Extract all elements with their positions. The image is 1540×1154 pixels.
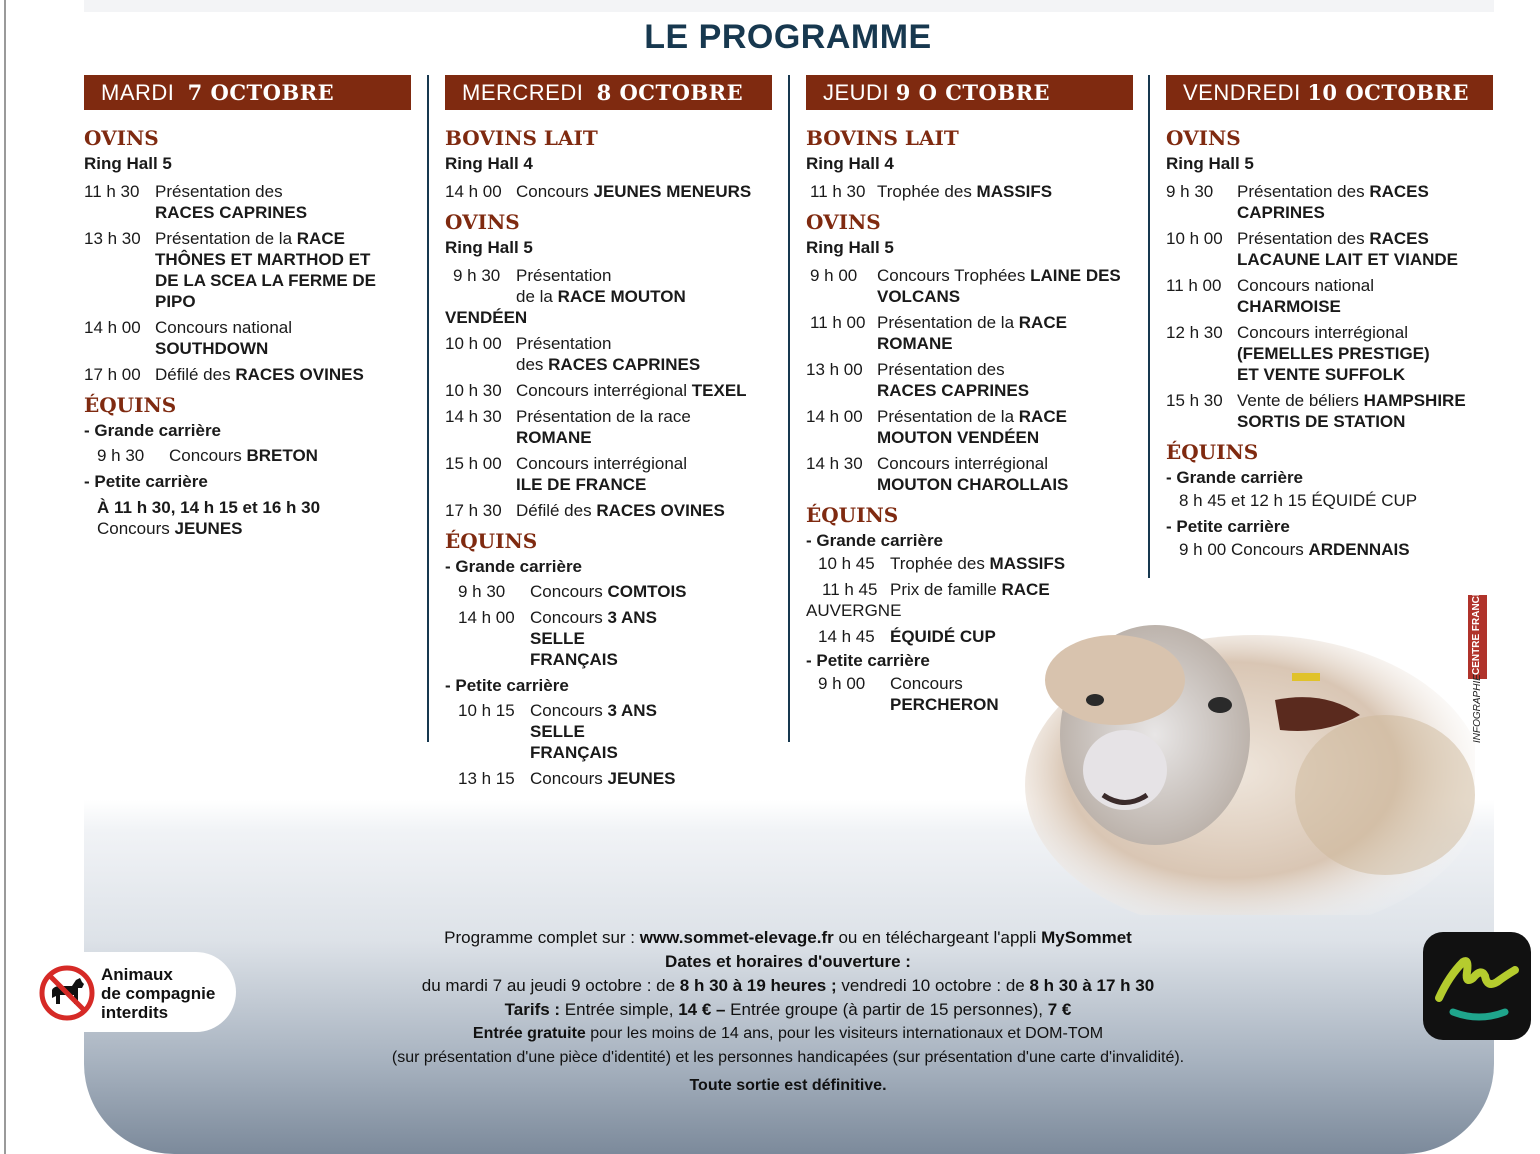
category-equins: ÉQUINS: [84, 393, 177, 417]
event: Concours JEUNES: [97, 519, 243, 538]
footer-hours-title: Dates et horaires d'ouverture :: [665, 952, 911, 971]
column-divider: [1148, 75, 1150, 578]
event: 9 h 00 Concours Trophées LAINE DES VOLCANS: [810, 266, 1121, 306]
event: 9 h 30 Présentation des RACES CAPRINES: [1166, 182, 1429, 222]
footer-prices-line: Tarifs : Entrée simple, 14 € – Entrée groupe (à partir de 15 personnes), 7 €: [504, 1000, 1072, 1019]
event: 11 h 45 Prix de famille RACE: [822, 580, 1050, 599]
ring-label: Ring Hall 4: [445, 154, 533, 173]
category-equins: ÉQUINS: [1166, 440, 1259, 464]
footer-program-line: Programme complet sur : www.sommet-elevage.fr ou en téléchargeant l'appli MySommet: [444, 928, 1132, 947]
event: 9 h 30 Présentation de la RACE MOUTON: [453, 266, 686, 306]
event: 14 h 00 Présentation de la RACE MOUTON VENDÉEN: [806, 407, 1067, 447]
footer-conditions-line: (sur présentation d'une pièce d'identité) et les personnes handicapées (sur présentation d'une carte d'invalidité).: [391, 1049, 1185, 1066]
category-equins: ÉQUINS: [445, 529, 538, 553]
subsection-grande-carriere: - Grande carrière: [806, 531, 944, 550]
infographie-credit: [1468, 589, 1490, 745]
event: 13 h 30 Présentation de la RACE THÔNES ET MARTHOD ET DE LA SCEA LA FERME DE PIPO: [84, 229, 377, 311]
event: 17 h 00 Défilé des RACES OVINES: [84, 365, 364, 384]
event: 15 h 00 Concours interrégional ILE DE FRANCE: [445, 454, 688, 494]
event: 14 h 00 Concours JEUNES MENEURS: [445, 182, 752, 201]
day-column-vendredi: [1166, 75, 1493, 560]
day-header: [445, 75, 772, 110]
category-equins: ÉQUINS: [806, 503, 899, 527]
event: 11 h 00 Présentation de la RACE ROMANE: [810, 313, 1067, 353]
ring-label: Ring Hall 4: [806, 154, 894, 173]
footer-free-entry-line: Entrée gratuite pour les moins de 14 ans, pour les visiteurs internationaux et DOM-TOM: [472, 1025, 1104, 1042]
no-pets-icon: [38, 964, 96, 1022]
ring-label: Ring Hall 5: [1166, 154, 1254, 173]
app-name: MySommet: [1041, 928, 1132, 947]
day-name: JEUDI: [823, 80, 890, 105]
event: 14 h 30 Concours interrégional MOUTON CHAROLLAIS: [806, 454, 1069, 494]
event: 13 h 15 Concours JEUNES: [458, 769, 676, 788]
day-date: 9 O CTOBRE: [895, 80, 1051, 105]
subsection-grande-carriere: - Grande carrière: [84, 421, 222, 440]
category-ovins: OVINS: [84, 126, 159, 150]
mysommet-app-icon[interactable]: [1423, 932, 1531, 1040]
column-divider: [427, 75, 429, 742]
event: 8 h 45 et 12 h 15 ÉQUIDÉ CUP: [1179, 491, 1418, 510]
subsection-grande-carriere: - Grande carrière: [445, 557, 583, 576]
category-bovins-lait: BOVINS LAIT: [445, 126, 598, 150]
category-bovins-lait: BOVINS LAIT: [806, 126, 959, 150]
event: 11 h 30 Présentation des RACES CAPRINES: [84, 182, 308, 222]
event: 10 h 15 Concours 3 ANS SELLE FRANÇAIS: [458, 701, 657, 762]
event: 9 h 00 Concours PERCHERON: [818, 674, 999, 714]
subsection-petite-carriere: - Petite carrière: [445, 676, 569, 695]
footer-hours-line: du mardi 7 au jeudi 9 octobre : de 8 h 30 à 19 heures ; vendredi 10 octobre : de 8 h 30 à 17 h 30: [421, 976, 1155, 995]
page-left-border: [4, 0, 6, 1154]
event: 14 h 45 ÉQUIDÉ CUP: [818, 627, 996, 646]
credit-label: INFOGRAPHIE: [1472, 674, 1483, 743]
website-link[interactable]: www.sommet-elevage.fr: [639, 928, 834, 947]
day-name: MARDI: [101, 80, 175, 105]
event: 11 h 00 Concours national CHARMOISE: [1166, 276, 1375, 316]
column-divider: [788, 75, 790, 742]
event: 15 h 30 Vente de béliers HAMPSHIRE SORTIS DE STATION: [1166, 391, 1466, 431]
ring-label: Ring Hall 5: [806, 238, 894, 257]
event: 14 h 00 Concours national SOUTHDOWN: [84, 318, 293, 358]
event: 17 h 30 Défilé des RACES OVINES: [445, 501, 725, 520]
credit-brand: CENTRE FRANCE: [1471, 589, 1482, 675]
category-ovins: OVINS: [806, 210, 881, 234]
event-continuation: VENDÉEN: [445, 308, 528, 327]
top-band: [84, 0, 1494, 12]
event: 12 h 30 Concours interrégional (FEMELLES PRESTIGE) ET VENTE SUFFOLK: [1166, 323, 1430, 384]
event: 11 h 30 Trophée des MASSIFS: [810, 182, 1053, 201]
subsection-petite-carriere: - Petite carrière: [1166, 517, 1290, 536]
event-times: À 11 h 30, 14 h 15 et 16 h 30: [97, 498, 321, 517]
day-date: 10 OCTOBRE: [1307, 80, 1469, 105]
event: 14 h 30 Présentation de la race ROMANE: [445, 407, 691, 447]
day-column-mercredi: [445, 75, 772, 789]
day-date: 8 OCTOBRE: [596, 80, 744, 105]
ring-label: Ring Hall 5: [445, 238, 533, 257]
day-name: VENDREDI: [1183, 80, 1301, 105]
subsection-petite-carriere: - Petite carrière: [84, 472, 208, 491]
event: 14 h 00 Concours 3 ANS SELLE FRANÇAIS: [458, 608, 657, 669]
event: 10 h 00 Présentation des RACES CAPRINES: [445, 334, 701, 374]
event: 10 h 45 Trophée des MASSIFS: [818, 554, 1066, 573]
category-ovins: OVINS: [445, 210, 520, 234]
event-continuation: AUVERGNE: [806, 601, 902, 620]
event: 10 h 00 Présentation des RACES LACAUNE LAIT ET VIANDE: [1166, 229, 1458, 269]
day-name: MERCREDI: [462, 80, 584, 105]
footer-info: [250, 926, 1326, 1098]
event: 9 h 00 Concours ARDENNAIS: [1179, 540, 1410, 559]
day-header: [806, 75, 1133, 110]
day-column-jeudi: [806, 75, 1133, 715]
ring-label: Ring Hall 5: [84, 154, 172, 173]
event: 10 h 30 Concours interrégional TEXEL: [445, 381, 747, 400]
subsection-petite-carriere: - Petite carrière: [806, 651, 930, 670]
day-header: [84, 75, 411, 110]
event: 9 h 30 Concours COMTOIS: [458, 582, 687, 601]
no-pets-text: Animaux de compagnie interdits: [101, 965, 216, 1022]
day-column-mardi: [84, 75, 411, 539]
footer-exit-notice: Toute sortie est définitive.: [689, 1077, 887, 1094]
day-date: 7 OCTOBRE: [187, 80, 335, 105]
category-ovins: OVINS: [1166, 126, 1241, 150]
event: 13 h 00 Présentation des RACES CAPRINES: [806, 360, 1030, 400]
page-title: LE PROGRAMME: [644, 18, 932, 56]
event: 9 h 30 Concours BRETON: [97, 446, 318, 465]
subsection-grande-carriere: - Grande carrière: [1166, 468, 1304, 487]
day-header: [1166, 75, 1493, 110]
